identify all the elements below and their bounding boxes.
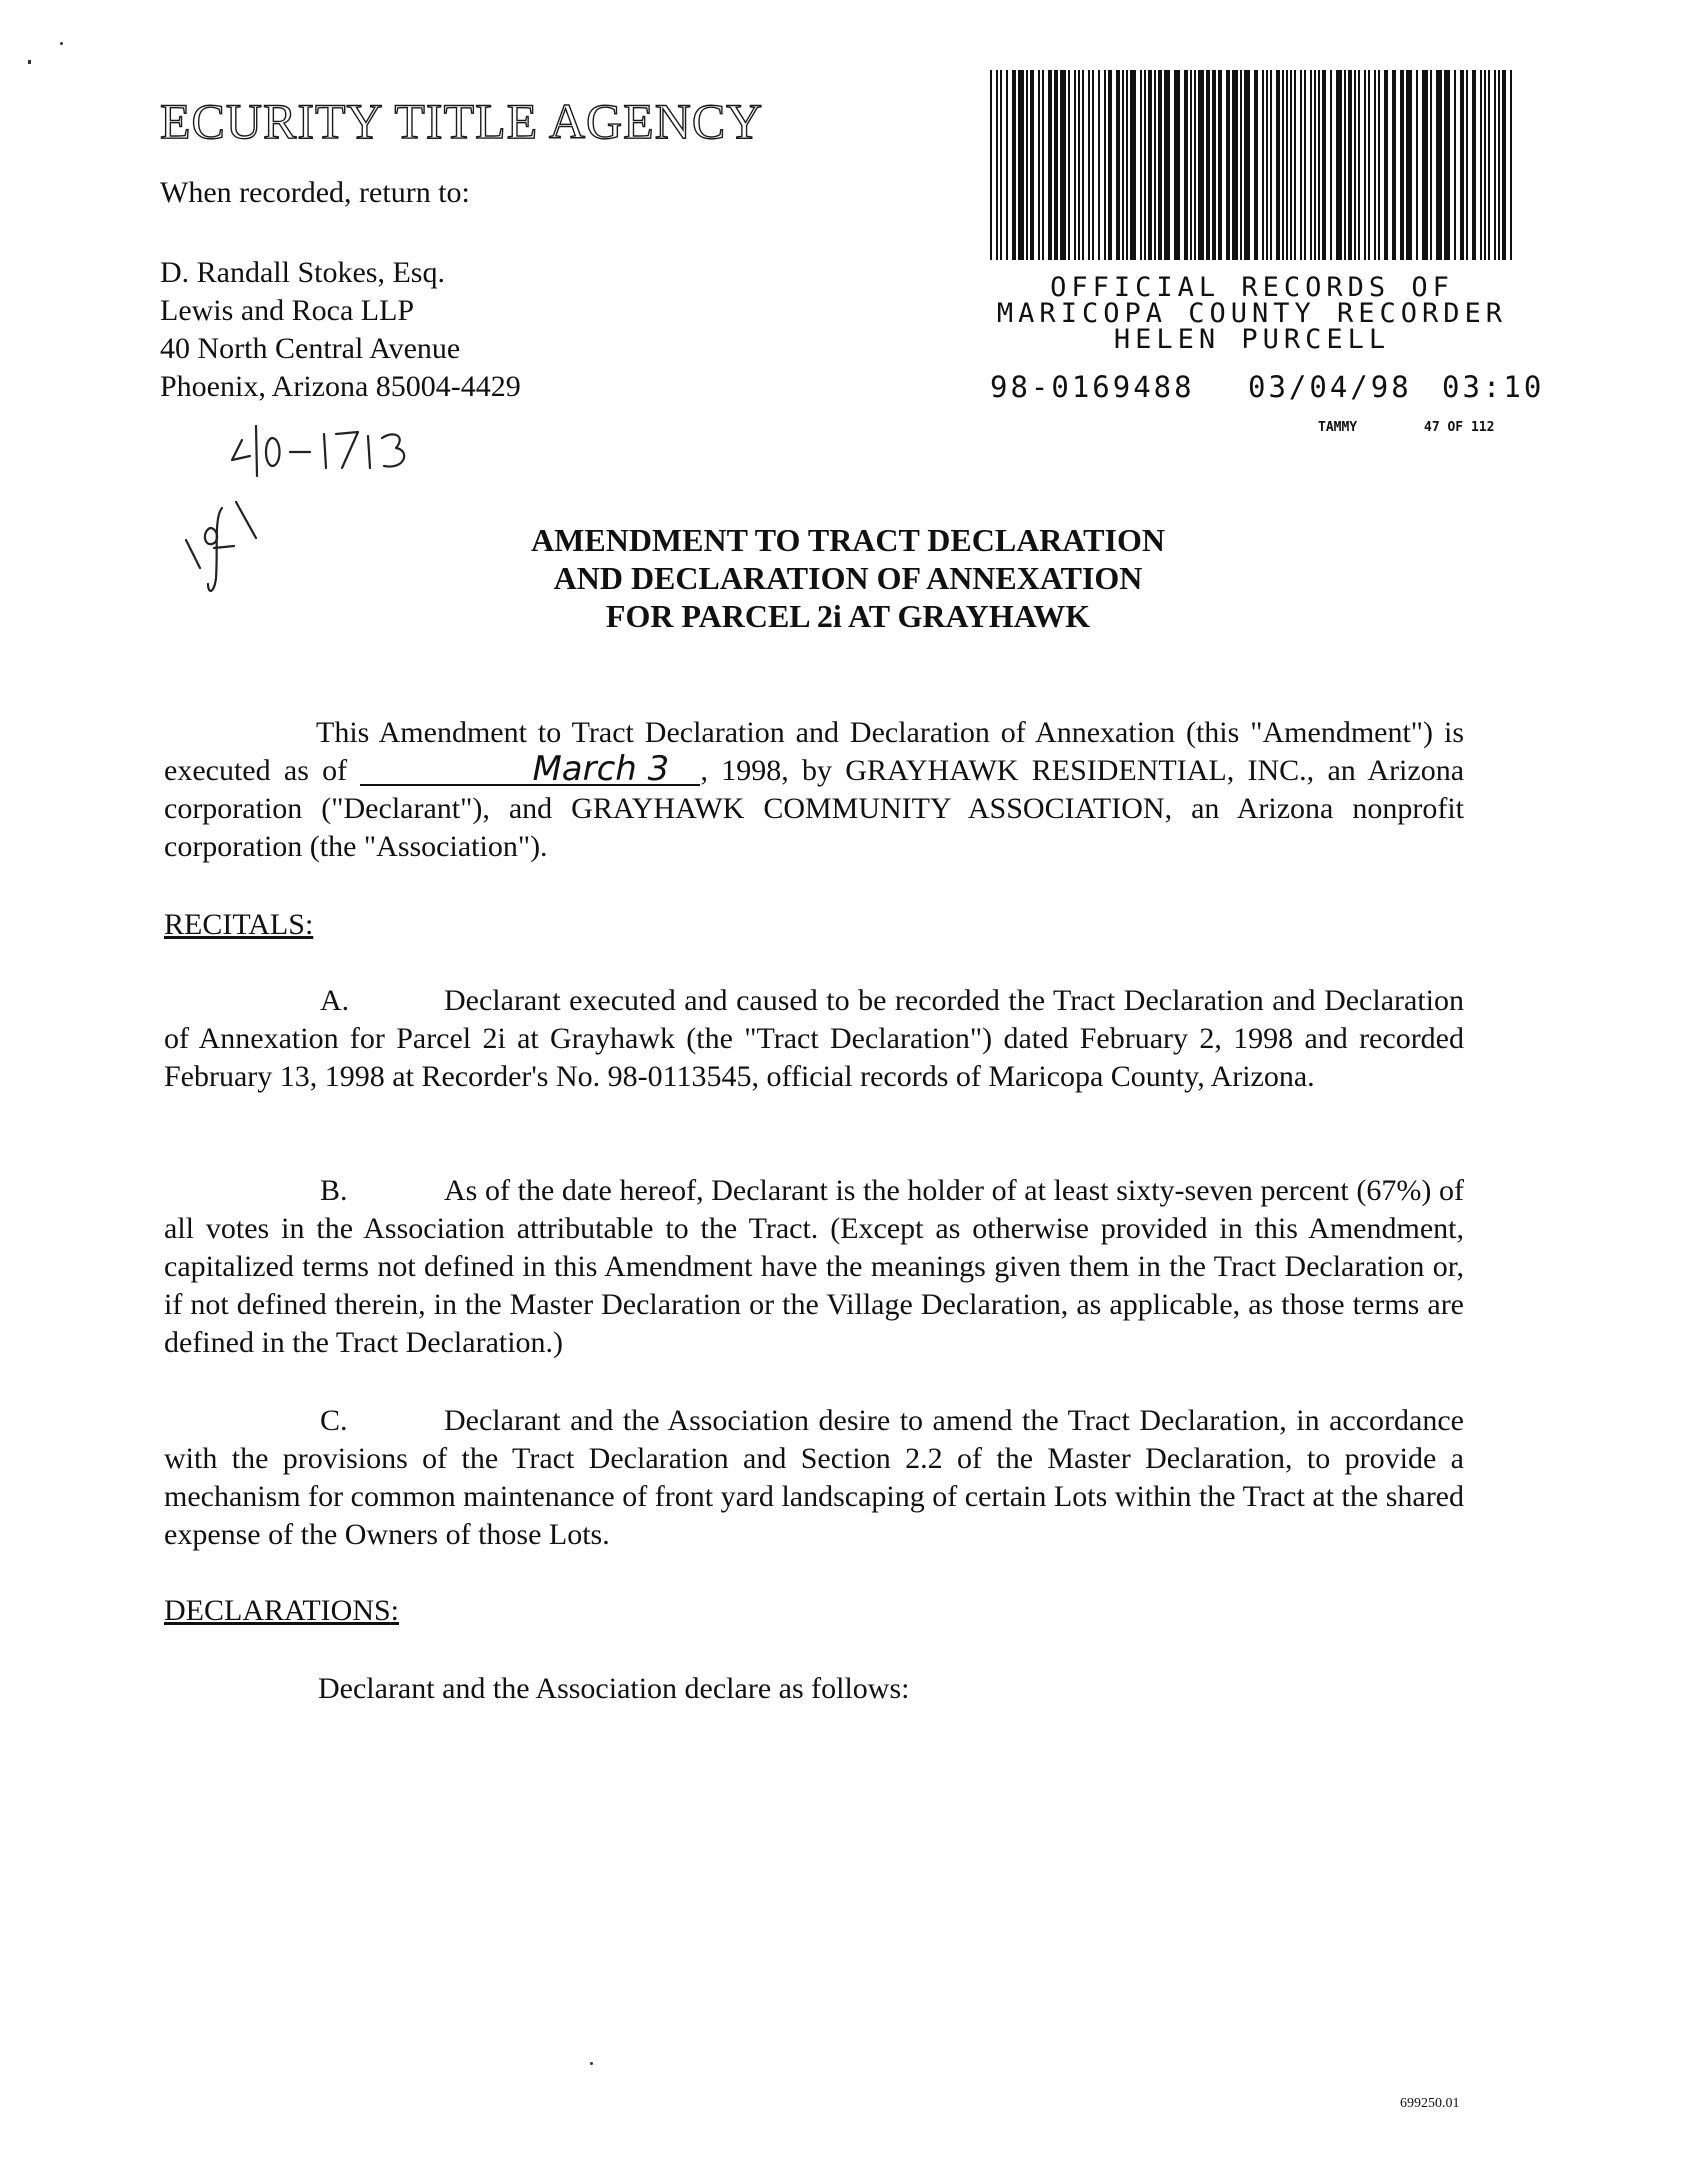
barcode-bar [1358,70,1360,260]
barcode-bar [1190,70,1192,260]
recording-date: 03/04/98 [1248,370,1412,404]
barcode-bar [990,70,992,260]
footer-doc-id: 699250.01 [1400,2096,1460,2111]
barcode-bar [1000,70,1002,260]
barcode-bar [1184,70,1188,260]
barcode-bar [1472,70,1476,260]
return-address-line: D. Randall Stokes, Esq. [160,256,445,289]
barcode-bar [1460,70,1464,260]
barcode-bar [1368,70,1370,260]
barcode-bar [1154,70,1156,260]
barcode-bar [1140,70,1142,260]
barcode-bar [1126,70,1128,260]
barcode-bar [1354,70,1356,260]
barcode-bar [1104,70,1106,260]
barcode-bar [1502,70,1506,260]
barcode-bar [1232,70,1238,260]
barcode-bar [1018,70,1024,260]
barcode-bar [1384,70,1388,260]
barcode-bar [1144,70,1146,260]
recital-letter: C. [320,1404,348,1437]
barcode-bar [1416,70,1418,260]
recital-a [164,982,1464,1096]
barcode-bar [1088,70,1090,260]
scan-speck [60,42,63,45]
recital-letter: A. [320,984,350,1017]
barcode-bar [1282,70,1284,260]
barcode-bar [1074,70,1076,260]
barcode-bar [1286,70,1288,260]
barcode-bar [1330,70,1332,260]
barcode-bar [1444,70,1450,260]
recording-page-info: 47 OF 112 [1424,420,1495,435]
document-number: 98-0169488 [990,370,1195,404]
recorder-name: HELEN PURCELL [1113,324,1391,355]
barcode-bar [1466,70,1468,260]
barcode-bar [1276,70,1280,260]
recording-time: 03:10 [1442,370,1545,404]
declarations-heading: DECLARATIONS: [164,1594,400,1627]
barcode-bar [1174,70,1180,260]
handwritten-date: March 3 [360,754,700,786]
barcode-bar [1392,70,1396,260]
return-label: When recorded, return to: [160,176,470,209]
barcode-bar [1480,70,1482,260]
barcode-bar [1510,70,1512,260]
barcode-bar [1012,70,1016,260]
barcode-bar [1300,70,1302,260]
barcode-bar [1098,70,1100,260]
barcode-bar [1078,70,1080,260]
title-agency-stamp: ECURITY TITLE AGENCY [160,93,764,149]
barcode-bar [1130,70,1136,260]
return-address-line: Lewis and Roca LLP [160,294,415,327]
barcode-bar [1092,70,1094,260]
barcode-bar [1122,70,1124,260]
barcode-bar [1226,70,1230,260]
barcode-bar [1262,70,1264,260]
barcode-bar [1164,70,1170,260]
handwritten-file-number [228,412,448,482]
intro-paragraph [164,714,1464,866]
intro-text: , 1998, by GRAYHAWK RESIDENTIAL, INC., an Arizona corporation ("Declarant"), and GRAYHAWK COMMUNITY ASSOCIATION, an Arizona nonprofit corporation (the "Association"). [164,754,1465,863]
return-address-line: 40 North Central Avenue [160,332,461,365]
barcode-bar [1374,70,1376,260]
barcode-bar [1108,70,1112,260]
return-address-line: Phoenix, Arizona 85004-4429 [160,370,521,403]
barcode-bar [1290,70,1292,260]
barcode-bar [1042,70,1044,260]
barcode-bar [1206,70,1210,260]
recitals-heading-text: RECITALS [164,908,305,941]
barcode-bar [1484,70,1486,260]
barcode-bar [1048,70,1052,260]
barcode-bar [1400,70,1404,260]
barcode-bar [1026,70,1028,260]
intro-text: This Amendment to Tract Declaration and Declaration of Annexation (this "Amendment") is executed as of [164,716,1464,787]
barcode-bar [1054,70,1058,260]
barcode-bar [1006,70,1008,260]
barcode-bar [1030,70,1034,260]
recital-text: As of the date hereof, Declarant is the holder of at least sixty-seven percent (67%) of all votes in the Association attributable to the Tract. (Except as otherwise provided in this Amendment, capitalized terms not defined in this Amendment have the meanings given them in the Tract Declaration or, if not defined therein, in the Master Declaration or the Village Declaration, as applicable, as those terms are defined in the Tract Declaration.) [164,1174,1464,1359]
recital-text: Declarant executed and caused to be recorded the Tract Declaration and Declaration of Annexation for Parcel 2i at Grayhawk (the "Tract Declaration") dated February 2, 1998 and recorded February 13, 1998 at Recorder's No. 98-0113545, official records of Maricopa County, Arizona. [164,984,1464,1093]
barcode-bar [1322,70,1326,260]
barcode-bar [996,70,998,260]
barcode-bar [1364,70,1366,260]
barcode-bar [1068,70,1070,260]
barcode-bar [1116,70,1120,260]
barcode-bar [1158,70,1162,260]
recital-b [164,1172,1464,1362]
barcode-bar [1244,70,1250,260]
barcode-bar [1498,70,1500,260]
document-title-line: AND DECLARATION OF ANNEXATION [553,560,1143,596]
barcode-bar [1266,70,1268,260]
recital-c [164,1402,1464,1554]
barcode-bar [1254,70,1258,260]
barcode [988,70,1516,260]
barcode-bar [1336,70,1342,260]
barcode-bar [1082,70,1084,260]
barcode-bar [1240,70,1242,260]
document-title-line: FOR PARCEL 2i AT GRAYHAWK [605,598,1091,634]
scan-speck [28,60,31,64]
barcode-bar [1422,70,1428,260]
barcode-bar [1212,70,1216,260]
barcode-bar [1310,70,1312,260]
recital-text: Declarant and the Association desire to amend the Tract Declaration, in accordance with the provisions of the Tract Declaration and Section 2.2 of the Master Declaration, to provide a mechanism for common maintenance of front yard landscaping of certain Lots within the Tract at the shared expense of the Owners of those Lots. [164,1404,1464,1551]
barcode-bar [1218,70,1222,260]
barcode-bar [1294,70,1296,260]
barcode-bar [1494,70,1496,260]
scan-speck [590,2062,593,2065]
barcode-bar [1436,70,1442,260]
barcode-bar [1378,70,1380,260]
document-title-line: AMENDMENT TO TRACT DECLARATION [531,522,1165,558]
barcode-bar [1344,70,1346,260]
recital-letter: B. [320,1174,348,1207]
barcode-bar [1318,70,1320,260]
barcode-bar [1488,70,1490,260]
barcode-bar [1454,70,1456,260]
recording-clerk: TAMMY [1318,420,1358,435]
recitals-heading: RECITALS: [164,908,314,941]
recording-office-line: OFFICIAL RECORDS OF [1050,272,1454,303]
barcode-bar [1314,70,1316,260]
barcode-bar [1148,70,1152,260]
barcode-bar [1198,70,1204,260]
barcode-bar [1430,70,1432,260]
declarations-intro: Declarant and the Association declare as follows: [318,1672,910,1705]
barcode-bar [1194,70,1196,260]
barcode-bar [1304,70,1306,260]
recording-office-line: MARICOPA COUNTY RECORDER [996,298,1508,329]
barcode-bar [1038,70,1040,260]
barcode-bar [1348,70,1352,260]
barcode-bar [1270,70,1272,260]
declarations-heading-text: DECLARATIONS [164,1594,391,1627]
barcode-bar [1060,70,1066,260]
barcode-bar [1406,70,1412,260]
